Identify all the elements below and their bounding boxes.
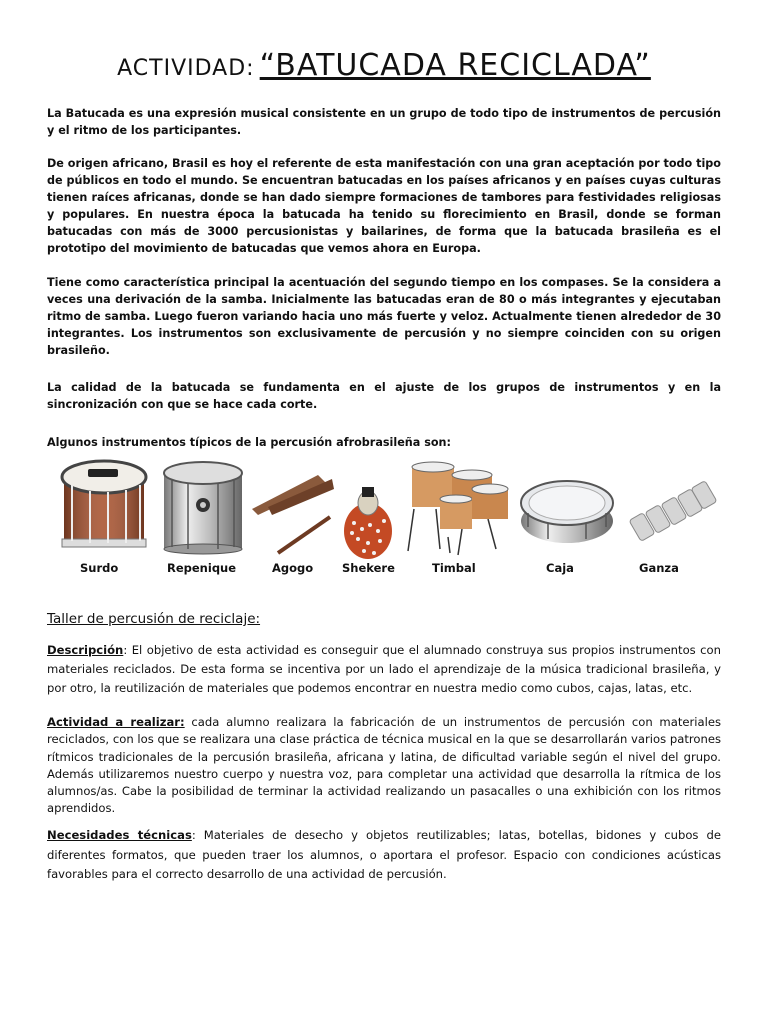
actividad-label: Actividad a realizar: [47,715,185,729]
actividad-paragraph [47,714,721,818]
timbal-drums-icon [400,459,516,559]
title-prefix: ACTIVIDAD: [117,56,255,81]
descripcion-label: Descripción [47,643,124,657]
ganza-shaker-icon [626,477,718,547]
intro-paragraph-2: De origen africano, Brasil es hoy el referente de esta manifestación con una gran aceptación por todo tipo de públicos en todo el mundo. Se encuentran batucadas en los países africanos y en países cuyas culturas tienen raíces africanas, donde se han dado siempre formaciones de tambores para festividades religiosas y populares. En nuestra época la batucada ha tenido su florecimiento en Brasil, donde se forman batucadas con más de 3000 percusionistas y bailarines, de forma que la batucada brasileña es el prototipo del movimiento de batucadas que vemos ahora en Europa. [47,157,721,255]
shekere-icon [340,481,396,561]
instrument-label-agogo: Agogo [272,561,314,575]
necesidades-label: Necesidades técnicas [47,828,192,842]
intro-paragraph-4: La calidad de la batucada se fundamenta en el ajuste de los grupos de instrumentos y en la sincronización con que se hace cada corte. [47,381,721,411]
descripcion-paragraph [47,641,721,698]
surdo-drum-icon [58,455,150,555]
actividad-text: cada alumno realizara la fabricación de un instrumentos de percusión con materiales reciclados, con los que se realizara una clase práctica de técnica musical en la que se desarrollarán varios patrones rítmicos tradicionales de la percusión brasileña, africana y latina, de dificultad variable según el nivel del grupo. Además utilizaremos nuestro cuerpo y nuestra voz, para completar una actividad que desarrolla la rítmica de los alumnos/as. Cabe la posibilidad de terminar la actividad realizando un pasacalles o una exhibición con los ritmos aprendidos. [47,715,721,816]
instrument-label-timbal: Timbal [432,561,476,575]
necesidades-paragraph [47,826,721,885]
instrument-label-ganza: Ganza [639,561,679,575]
instrument-label-caja: Caja [546,561,574,575]
instruments-strip [0,455,768,585]
agogo-bell-icon [248,469,338,555]
intro-paragraph-1: La Batucada es una expresión musical consistente en un grupo de todo tipo de instrumentos de percusión y el ritmo de los participantes. [47,107,721,137]
descripcion-text: : El objetivo de esta actividad es conseguir que el alumnado construya sus propios instrumentos con materiales reciclados. De esta forma se incentiva por un lado el aprendizaje de la música tradicional brasileña, y por otro, la reutilización de materiales que podemos encontrar en nuestra medio como cubos, cajas, latas, etc. [47,643,721,695]
intro-paragraph-3: Tiene como característica principal la acentuación del segundo tiempo en los compases. Se la considera a veces una derivación de la samba. Inicialmente las batucadas eran de 80 o más integrantes y ejecutaban ritmo de samba. Luego fueron variando hacia uno más fuerte y veloz. Actualmente tienen alrededor de 30 integrantes. Los instrumentos son exclusivamente de percusión y no siempre coinciden con su origen brasileño. [47,276,721,357]
page-title [0,48,768,83]
instrument-label-surdo: Surdo [80,561,119,575]
instruments-intro: Algunos instrumentos típicos de la percusión afrobrasileña son: [47,436,451,449]
necesidades-text: : Materiales de desecho y objetos reutilizables; latas, botellas, bidones y cubos de diferentes formatos, que pueden traer los alumnos, o aportara el profesor. Espacio con condiciones acústicas favorables para el correcto desarrollo de una actividad de percusión. [47,828,721,881]
repenique-drum-icon [160,459,246,555]
instrument-label-shekere: Shekere [342,561,395,575]
taller-heading: Taller de percusión de reciclaje: [47,611,261,627]
instrument-label-repenique: Repenique [167,561,237,575]
title-main: “BATUCADA RECICLADA” [259,48,651,83]
snare-drum-icon [518,477,616,547]
